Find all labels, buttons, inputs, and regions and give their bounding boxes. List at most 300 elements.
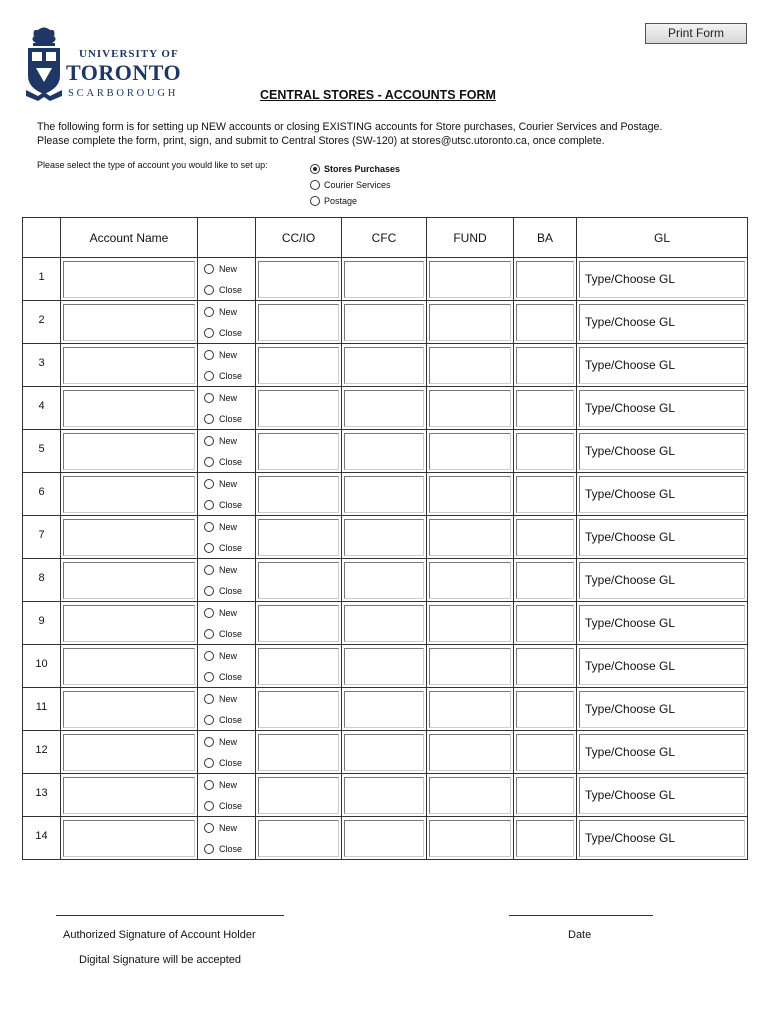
gl-select[interactable]: Type/Choose GL xyxy=(579,734,745,771)
status-new-option[interactable] xyxy=(198,774,255,795)
account-name-input[interactable] xyxy=(63,820,195,857)
option-label: Courier Services xyxy=(324,180,391,190)
ba-cell xyxy=(514,645,577,688)
cc-io-cell xyxy=(256,258,342,301)
radio-icon[interactable] xyxy=(204,350,214,360)
ba-input[interactable] xyxy=(516,433,574,470)
logo-text-university-of: UNIVERSITY OF xyxy=(79,48,179,60)
cc-io-cell xyxy=(256,559,342,602)
cc-io-input[interactable] xyxy=(258,261,339,298)
row-number: 3 xyxy=(38,357,45,369)
cfc-input[interactable] xyxy=(344,605,424,642)
status-close-option[interactable] xyxy=(198,795,255,816)
cc-io-cell xyxy=(256,344,342,387)
cc-io-cell xyxy=(256,774,342,817)
cfc-cell xyxy=(342,688,427,731)
account-name-cell xyxy=(61,645,198,688)
cfc-cell xyxy=(342,645,427,688)
print-form-button[interactable]: Print Form xyxy=(645,23,747,44)
row-number-cell xyxy=(23,817,61,860)
new-label: New xyxy=(219,736,238,747)
row-number: 11 xyxy=(35,701,48,713)
ba-input[interactable] xyxy=(516,734,574,771)
table-row xyxy=(23,559,748,602)
cc-io-cell xyxy=(256,688,342,731)
cfc-cell xyxy=(342,344,427,387)
status-cell xyxy=(198,731,256,774)
cfc-input[interactable] xyxy=(344,734,424,771)
radio-icon[interactable] xyxy=(204,414,214,424)
account-name-input[interactable] xyxy=(63,562,195,599)
ba-cell xyxy=(514,473,577,516)
ba-input[interactable] xyxy=(516,820,574,857)
table-header-row xyxy=(23,218,748,258)
option-label: Postage xyxy=(324,196,358,206)
gl-select[interactable]: Type/Choose GL xyxy=(579,261,745,298)
fund-input[interactable] xyxy=(429,390,511,427)
gl-select[interactable]: Type/Choose GL xyxy=(579,562,745,599)
ba-input[interactable] xyxy=(516,562,574,599)
radio-icon[interactable] xyxy=(204,457,214,467)
fund-cell xyxy=(427,344,514,387)
ba-cell xyxy=(514,774,577,817)
cfc-input[interactable] xyxy=(344,691,424,728)
radio-icon[interactable] xyxy=(204,479,214,489)
account-name-cell xyxy=(61,258,198,301)
close-label: Close xyxy=(219,413,243,424)
gl-select[interactable]: Type/Choose GL xyxy=(579,433,745,470)
account-name-input[interactable] xyxy=(63,390,195,427)
new-label: New xyxy=(219,349,238,360)
gl-select[interactable]: Type/Choose GL xyxy=(579,476,745,513)
cc-io-input[interactable] xyxy=(258,734,339,771)
radio-icon[interactable] xyxy=(204,565,214,575)
cfc-cell xyxy=(342,473,427,516)
status-close-option[interactable] xyxy=(198,365,255,386)
cfc-input[interactable] xyxy=(344,476,424,513)
ba-input[interactable] xyxy=(516,648,574,685)
account-name-cell xyxy=(61,774,198,817)
fund-cell xyxy=(427,774,514,817)
radio-icon[interactable] xyxy=(204,651,214,661)
radio-icon[interactable] xyxy=(204,543,214,553)
account-name-input[interactable] xyxy=(63,605,195,642)
fund-input[interactable] xyxy=(429,734,511,771)
status-cell xyxy=(198,688,256,731)
gl-select[interactable]: Type/Choose GL xyxy=(579,304,745,341)
ba-input[interactable] xyxy=(516,304,574,341)
status-new-option[interactable] xyxy=(198,344,255,365)
account-name-cell xyxy=(61,817,198,860)
radio-icon[interactable] xyxy=(204,393,214,403)
account-name-cell xyxy=(61,387,198,430)
row-number: 10 xyxy=(35,658,48,670)
cfc-cell xyxy=(342,258,427,301)
cc-io-input[interactable] xyxy=(258,433,339,470)
radio-icon[interactable] xyxy=(204,307,214,317)
status-cell xyxy=(198,774,256,817)
close-label: Close xyxy=(219,327,243,338)
new-label: New xyxy=(219,521,238,532)
table-row xyxy=(23,774,748,817)
table-row xyxy=(23,473,748,516)
radio-icon[interactable] xyxy=(204,629,214,639)
fund-cell xyxy=(427,602,514,645)
status-cell xyxy=(198,559,256,602)
close-label: Close xyxy=(219,456,243,467)
fund-cell xyxy=(427,473,514,516)
cfc-input[interactable] xyxy=(344,433,424,470)
status-new-option[interactable] xyxy=(198,430,255,451)
radio-icon[interactable] xyxy=(204,844,214,854)
fund-input[interactable] xyxy=(429,261,511,298)
intro-line-2: Please complete the form, print, sign, and submit to Central Stores (SW-120) at stores@utsc.utoronto.ca, once complete. xyxy=(37,135,605,147)
cfc-input[interactable] xyxy=(344,562,424,599)
radio-icon[interactable] xyxy=(204,823,214,833)
status-new-option[interactable] xyxy=(198,301,255,322)
gl-cell xyxy=(577,473,748,516)
status-close-option[interactable] xyxy=(198,537,255,558)
new-label: New xyxy=(219,435,238,446)
cc-io-input[interactable] xyxy=(258,648,339,685)
row-number-cell xyxy=(23,516,61,559)
fund-cell xyxy=(427,516,514,559)
header-account-name: Account Name xyxy=(61,218,198,258)
status-close-option[interactable] xyxy=(198,279,255,300)
account-name-input[interactable] xyxy=(63,734,195,771)
signature-line xyxy=(56,915,284,916)
fund-cell xyxy=(427,559,514,602)
cfc-cell xyxy=(342,516,427,559)
status-close-option[interactable] xyxy=(198,322,255,343)
radio-icon[interactable] xyxy=(204,285,214,295)
account-name-input[interactable] xyxy=(63,691,195,728)
cc-io-input[interactable] xyxy=(258,605,339,642)
cfc-input[interactable] xyxy=(344,777,424,814)
radio-icon[interactable] xyxy=(204,672,214,682)
account-name-input[interactable] xyxy=(63,476,195,513)
status-new-option[interactable] xyxy=(198,516,255,537)
status-new-option[interactable] xyxy=(198,602,255,623)
radio-icon[interactable] xyxy=(204,801,214,811)
fund-input[interactable] xyxy=(429,691,511,728)
gl-select[interactable]: Type/Choose GL xyxy=(579,519,745,556)
ba-input[interactable] xyxy=(516,261,574,298)
gl-cell xyxy=(577,774,748,817)
table-row xyxy=(23,430,748,473)
account-name-input[interactable] xyxy=(63,648,195,685)
ba-cell xyxy=(514,258,577,301)
table-row xyxy=(23,731,748,774)
status-cell xyxy=(198,645,256,688)
gl-select[interactable]: Type/Choose GL xyxy=(579,648,745,685)
intro-text xyxy=(37,120,737,148)
logo-text-toronto: TORONTO xyxy=(66,60,182,85)
cc-io-input[interactable] xyxy=(258,476,339,513)
account-name-cell xyxy=(61,344,198,387)
gl-cell xyxy=(577,301,748,344)
status-close-option[interactable] xyxy=(198,709,255,730)
row-number: 12 xyxy=(35,744,48,756)
new-label: New xyxy=(219,306,238,317)
ba-input[interactable] xyxy=(516,347,574,384)
new-label: New xyxy=(219,263,238,274)
radio-icon[interactable] xyxy=(204,500,214,510)
status-cell xyxy=(198,516,256,559)
logo-text-scarborough: SCARBOROUGH xyxy=(68,88,179,99)
intro-line-1: The following form is for setting up NEW accounts or closing EXISTING accounts for Store purchases, Courier Services and Postage. xyxy=(37,121,663,133)
cc-io-input[interactable] xyxy=(258,304,339,341)
ba-input[interactable] xyxy=(516,519,574,556)
fund-cell xyxy=(427,645,514,688)
fund-cell xyxy=(427,301,514,344)
row-number-cell xyxy=(23,559,61,602)
status-new-option[interactable] xyxy=(198,258,255,279)
fund-cell xyxy=(427,817,514,860)
status-close-option[interactable] xyxy=(198,666,255,687)
radio-icon[interactable] xyxy=(204,758,214,768)
cc-io-input[interactable] xyxy=(258,691,339,728)
radio-icon[interactable] xyxy=(204,608,214,618)
status-close-option[interactable] xyxy=(198,408,255,429)
cc-io-input[interactable] xyxy=(258,519,339,556)
gl-cell xyxy=(577,344,748,387)
header-gl: GL xyxy=(577,218,748,258)
ba-cell xyxy=(514,301,577,344)
fund-input[interactable] xyxy=(429,433,511,470)
new-label: New xyxy=(219,693,238,704)
account-name-cell xyxy=(61,516,198,559)
new-label: New xyxy=(219,607,238,618)
account-name-cell xyxy=(61,731,198,774)
cc-io-input[interactable] xyxy=(258,777,339,814)
radio-icon[interactable] xyxy=(310,164,320,174)
ba-cell xyxy=(514,602,577,645)
header-status xyxy=(198,218,256,258)
university-logo xyxy=(24,26,189,104)
ba-cell xyxy=(514,688,577,731)
table-row xyxy=(23,645,748,688)
fund-input[interactable] xyxy=(429,347,511,384)
row-number-cell xyxy=(23,258,61,301)
table-row xyxy=(23,602,748,645)
account-name-input[interactable] xyxy=(63,777,195,814)
cfc-input[interactable] xyxy=(344,648,424,685)
fund-cell xyxy=(427,731,514,774)
row-number-cell xyxy=(23,731,61,774)
radio-icon[interactable] xyxy=(204,780,214,790)
row-number-cell xyxy=(23,774,61,817)
ba-input[interactable] xyxy=(516,777,574,814)
radio-icon[interactable] xyxy=(204,371,214,381)
status-cell xyxy=(198,344,256,387)
gl-select[interactable]: Type/Choose GL xyxy=(579,605,745,642)
table-row xyxy=(23,688,748,731)
status-close-option[interactable] xyxy=(198,451,255,472)
cc-io-input[interactable] xyxy=(258,820,339,857)
row-number-cell xyxy=(23,688,61,731)
option-label: Stores Purchases xyxy=(324,164,401,174)
cfc-cell xyxy=(342,430,427,473)
status-cell xyxy=(198,602,256,645)
table-row xyxy=(23,258,748,301)
fund-input[interactable] xyxy=(429,648,511,685)
status-close-option[interactable] xyxy=(198,752,255,773)
account-name-input[interactable] xyxy=(63,433,195,470)
fund-cell xyxy=(427,387,514,430)
close-label: Close xyxy=(219,284,243,295)
status-new-option[interactable] xyxy=(198,688,255,709)
status-new-option[interactable] xyxy=(198,559,255,580)
gl-select[interactable]: Type/Choose GL xyxy=(579,390,745,427)
date-line xyxy=(509,915,653,916)
cfc-input[interactable] xyxy=(344,304,424,341)
authorized-signature-label: Authorized Signature of Account Holder xyxy=(63,929,256,941)
cc-io-input[interactable] xyxy=(258,347,339,384)
fund-input[interactable] xyxy=(429,820,511,857)
row-number-cell xyxy=(23,645,61,688)
row-number-cell xyxy=(23,473,61,516)
cc-io-cell xyxy=(256,731,342,774)
cfc-input[interactable] xyxy=(344,347,424,384)
option-postage[interactable] xyxy=(310,193,400,209)
ba-input[interactable] xyxy=(516,476,574,513)
gl-cell xyxy=(577,258,748,301)
new-label: New xyxy=(219,564,238,575)
radio-icon[interactable] xyxy=(310,180,320,190)
cc-io-cell xyxy=(256,430,342,473)
gl-cell xyxy=(577,688,748,731)
radio-icon[interactable] xyxy=(204,586,214,596)
status-new-option[interactable] xyxy=(198,473,255,494)
fund-cell xyxy=(427,430,514,473)
cfc-input[interactable] xyxy=(344,519,424,556)
option-stores-purchases[interactable] xyxy=(310,161,400,177)
status-close-option[interactable] xyxy=(198,580,255,601)
cc-io-input[interactable] xyxy=(258,562,339,599)
gl-cell xyxy=(577,731,748,774)
ba-cell xyxy=(514,731,577,774)
row-number: 5 xyxy=(38,443,45,455)
cfc-input[interactable] xyxy=(344,820,424,857)
gl-cell xyxy=(577,645,748,688)
row-number: 6 xyxy=(38,486,45,498)
account-name-input[interactable] xyxy=(63,519,195,556)
cfc-input[interactable] xyxy=(344,390,424,427)
row-number: 8 xyxy=(38,572,45,584)
cc-io-input[interactable] xyxy=(258,390,339,427)
row-number-cell xyxy=(23,602,61,645)
account-name-input[interactable] xyxy=(63,347,195,384)
radio-icon[interactable] xyxy=(204,328,214,338)
table-row xyxy=(23,301,748,344)
radio-icon[interactable] xyxy=(204,264,214,274)
radio-icon[interactable] xyxy=(310,196,320,206)
close-label: Close xyxy=(219,757,243,768)
fund-input[interactable] xyxy=(429,605,511,642)
row-number-cell xyxy=(23,301,61,344)
status-close-option[interactable] xyxy=(198,494,255,515)
gl-cell xyxy=(577,430,748,473)
table-row xyxy=(23,516,748,559)
status-close-option[interactable] xyxy=(198,623,255,644)
status-cell xyxy=(198,387,256,430)
header-number xyxy=(23,218,61,258)
header-fund: FUND xyxy=(427,218,514,258)
cc-io-cell xyxy=(256,645,342,688)
radio-icon[interactable] xyxy=(204,694,214,704)
header-ba: BA xyxy=(514,218,577,258)
close-label: Close xyxy=(219,542,243,553)
radio-icon[interactable] xyxy=(204,715,214,725)
fund-input[interactable] xyxy=(429,519,511,556)
form-title: CENTRAL STORES - ACCOUNTS FORM xyxy=(260,88,496,102)
fund-input[interactable] xyxy=(429,476,511,513)
ba-cell xyxy=(514,344,577,387)
ba-input[interactable] xyxy=(516,691,574,728)
cfc-input[interactable] xyxy=(344,261,424,298)
gl-cell xyxy=(577,559,748,602)
row-number: 9 xyxy=(38,615,45,627)
header-cfc: CFC xyxy=(342,218,427,258)
cfc-cell xyxy=(342,817,427,860)
row-number: 14 xyxy=(35,830,48,842)
close-label: Close xyxy=(219,628,243,639)
account-name-cell xyxy=(61,688,198,731)
cfc-cell xyxy=(342,559,427,602)
ba-cell xyxy=(514,817,577,860)
gl-select[interactable]: Type/Choose GL xyxy=(579,777,745,814)
cfc-cell xyxy=(342,774,427,817)
gl-select[interactable]: Type/Choose GL xyxy=(579,820,745,857)
row-number-cell xyxy=(23,344,61,387)
status-close-option[interactable] xyxy=(198,838,255,859)
close-label: Close xyxy=(219,671,243,682)
status-new-option[interactable] xyxy=(198,731,255,752)
account-name-cell xyxy=(61,473,198,516)
gl-cell xyxy=(577,817,748,860)
ba-input[interactable] xyxy=(516,605,574,642)
fund-input[interactable] xyxy=(429,777,511,814)
radio-icon[interactable] xyxy=(204,737,214,747)
account-name-input[interactable] xyxy=(63,304,195,341)
status-new-option[interactable] xyxy=(198,645,255,666)
account-name-input[interactable] xyxy=(63,261,195,298)
ba-cell xyxy=(514,559,577,602)
new-label: New xyxy=(219,392,238,403)
ba-input[interactable] xyxy=(516,390,574,427)
status-cell xyxy=(198,301,256,344)
gl-select[interactable]: Type/Choose GL xyxy=(579,347,745,384)
fund-input[interactable] xyxy=(429,562,511,599)
digital-signature-note: Digital Signature will be accepted xyxy=(79,954,242,966)
row-number-cell xyxy=(23,430,61,473)
status-new-option[interactable] xyxy=(198,817,255,838)
status-new-option[interactable] xyxy=(198,387,255,408)
fund-input[interactable] xyxy=(429,304,511,341)
gl-select[interactable]: Type/Choose GL xyxy=(579,691,745,728)
option-courier-services[interactable] xyxy=(310,177,400,193)
close-label: Close xyxy=(219,800,243,811)
date-label: Date xyxy=(568,929,592,941)
row-number: 1 xyxy=(38,271,45,283)
radio-icon[interactable] xyxy=(204,436,214,446)
account-name-cell xyxy=(61,430,198,473)
new-label: New xyxy=(219,822,238,833)
radio-icon[interactable] xyxy=(204,522,214,532)
table-row xyxy=(23,817,748,860)
cc-io-cell xyxy=(256,473,342,516)
